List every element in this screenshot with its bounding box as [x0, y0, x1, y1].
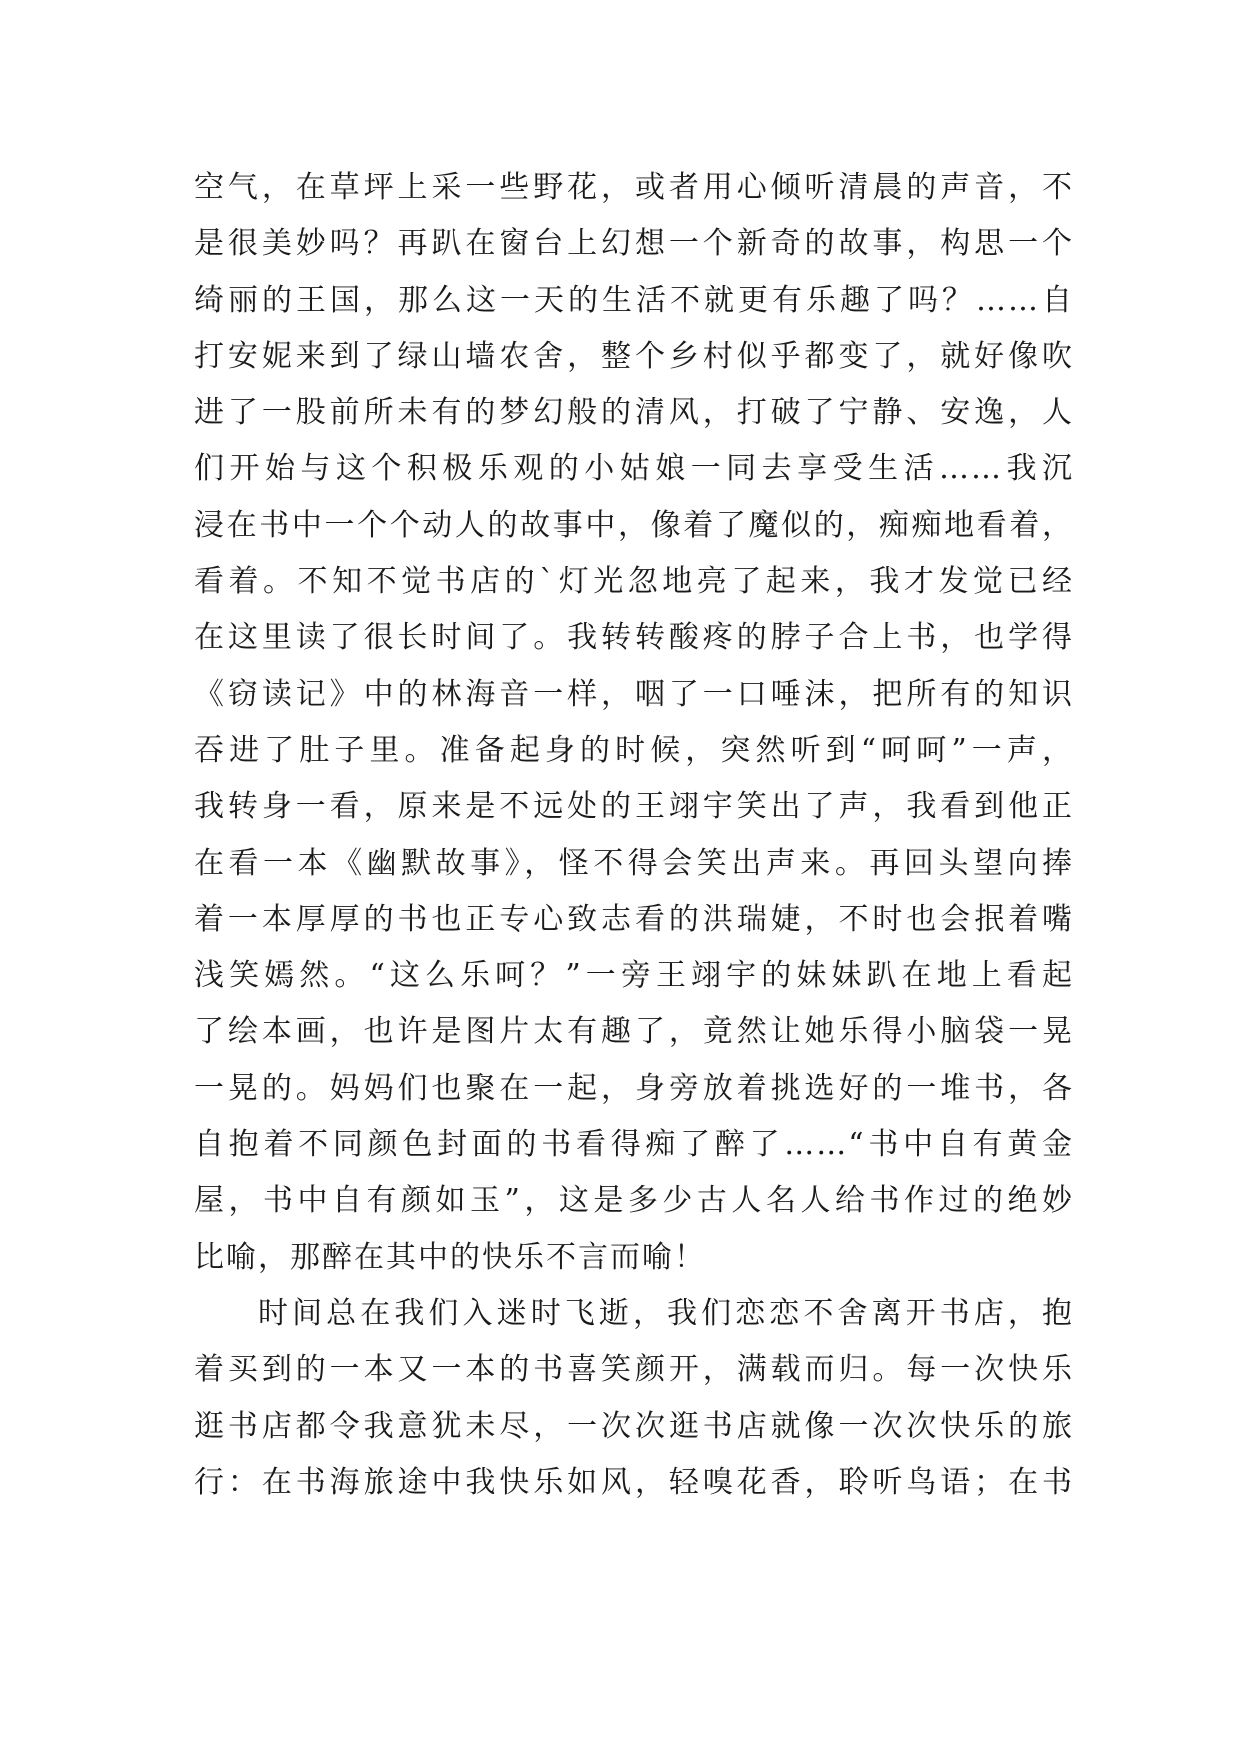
- text-line: 们开始与这个积极乐观的小姑娘一同去享受生活……我沉: [194, 451, 1074, 487]
- text-line: 进了一股前所未有的梦幻般的清风，打破了宁静、安逸，人: [194, 395, 1074, 431]
- text-line: 《窃读记》中的林海音一样，咽了一口唾沫，把所有的知识: [194, 676, 1074, 712]
- paragraph-end-line: 比喻，那醉在其中的快乐不言而喻！: [194, 1239, 706, 1275]
- text-line: 打安妮来到了绿山墙农舍，整个乡村似乎都变了，就好像吹: [194, 338, 1074, 374]
- body-text: [194, 160, 1074, 1511]
- text-line: 浸在书中一个个动人的故事中，像着了魔似的，痴痴地看着，: [194, 507, 1074, 543]
- text-line: 绮丽的王国，那么这一天的生活不就更有乐趣了吗？……自: [194, 282, 1074, 318]
- text-line: 屋，书中自有颜如玉”，这是多少古人名人给书作过的绝妙: [194, 1183, 1074, 1219]
- text-line: 空气，在草坪上采一些野花，或者用心倾听清晨的声音，不: [194, 170, 1074, 205]
- text-line: 行：在书海旅途中我快乐如风，轻嗅花香，聆听鸟语；在书: [194, 1464, 1074, 1500]
- text-line: 是很美妙吗？再趴在窗台上幻想一个新奇的故事，构思一个: [194, 226, 1074, 262]
- text-line: 一晃的。妈妈们也聚在一起，身旁放着挑选好的一堆书，各: [194, 1070, 1074, 1106]
- paragraph-start-line: 时间总在我们入迷时飞逝，我们恋恋不舍离开书店，抱: [258, 1295, 1074, 1331]
- text-line: 在看一本《幽默故事》，怪不得会笑出声来。再回头望向捧: [194, 845, 1074, 881]
- text-line: 我转身一看，原来是不远处的王翊宇笑出了声，我看到他正: [194, 789, 1074, 825]
- text-line: 着买到的一本又一本的书喜笑颜开，满载而归。每一次快乐: [194, 1352, 1074, 1388]
- text-line: 逛书店都令我意犹未尽，一次次逛书店就像一次次快乐的旅: [194, 1408, 1074, 1444]
- text-line: 着一本厚厚的书也正专心致志看的洪瑞婕，不时也会抿着嘴: [194, 901, 1074, 937]
- text-line: 看着。不知不觉书店的`灯光忽地亮了起来，我才发觉已经: [194, 564, 1074, 600]
- text-line: 浅笑嫣然。“这么乐呵？”一旁王翊宇的妹妹趴在地上看起: [194, 958, 1074, 994]
- text-line: 自抱着不同颜色封面的书看得痴了醉了……“书中自有黄金: [194, 1127, 1074, 1163]
- text-line: 吞进了肚子里。准备起身的时候，突然听到“呵呵”一声，: [194, 732, 1074, 768]
- text-line: 在这里读了很长时间了。我转转酸疼的脖子合上书，也学得: [194, 620, 1074, 656]
- text-line: 了绘本画，也许是图片太有趣了，竟然让她乐得小脑袋一晃: [194, 1014, 1074, 1050]
